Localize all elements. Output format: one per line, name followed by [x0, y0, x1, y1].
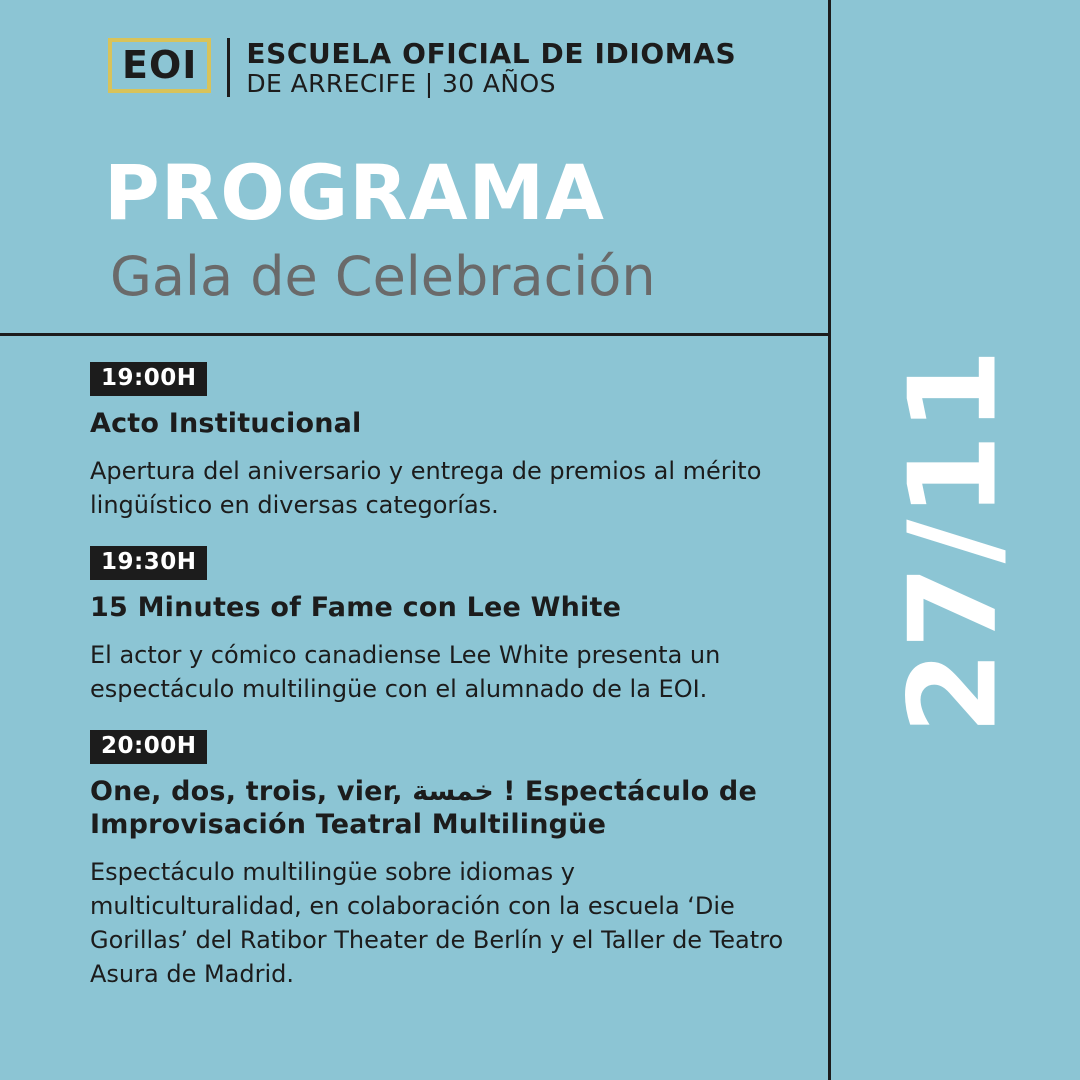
schedule-item: [90, 362, 790, 522]
page-title: PROGRAMA: [104, 148, 605, 237]
time-badge: 20:00H: [90, 730, 207, 764]
brand-name: [246, 36, 736, 99]
logo-badge: [108, 38, 211, 93]
schedule-item: [90, 546, 790, 706]
time-badge: 19:00H: [90, 362, 207, 396]
schedule-item-title: 15 Minutes of Fame con Lee White: [90, 592, 622, 624]
brand-name-line1: ESCUELA OFICIAL DE IDIOMAS: [246, 37, 737, 70]
logo-mark: EOI: [122, 43, 198, 87]
schedule-item-description: Espectáculo multilingüe sobre idiomas y multiculturalidad, en colaboración con la escuela ‘Die Gorillas’ del Ratibor Theater de Berlín y el Taller de Teatro Asura de Madrid.: [90, 858, 784, 989]
brand-name-line2: DE ARRECIFE | 30 AÑOS: [246, 69, 556, 99]
schedule-item-title: One, dos, trois, vier, خمسة ! Espectáculo de Improvisación Teatral Multilingüe: [90, 776, 757, 841]
brand-header: [108, 36, 736, 99]
horizontal-divider: [0, 333, 828, 336]
schedule-list: [90, 362, 790, 1015]
schedule-item-description: Apertura del aniversario y entrega de premios al mérito lingüístico en diversas categorías.: [90, 456, 762, 520]
schedule-item-description: El actor y cómico canadiense Lee White presenta un espectáculo multilingüe con el alumnado de la EOI.: [90, 641, 721, 704]
schedule-item-title: Acto Institucional: [90, 408, 362, 439]
page-subtitle: Gala de Celebración: [110, 245, 656, 308]
logo-separator: [227, 38, 230, 97]
event-date: [828, 0, 1080, 1080]
schedule-item: [90, 730, 790, 991]
event-date-value: 27/11: [884, 346, 1024, 734]
time-badge: 19:30H: [90, 546, 207, 580]
